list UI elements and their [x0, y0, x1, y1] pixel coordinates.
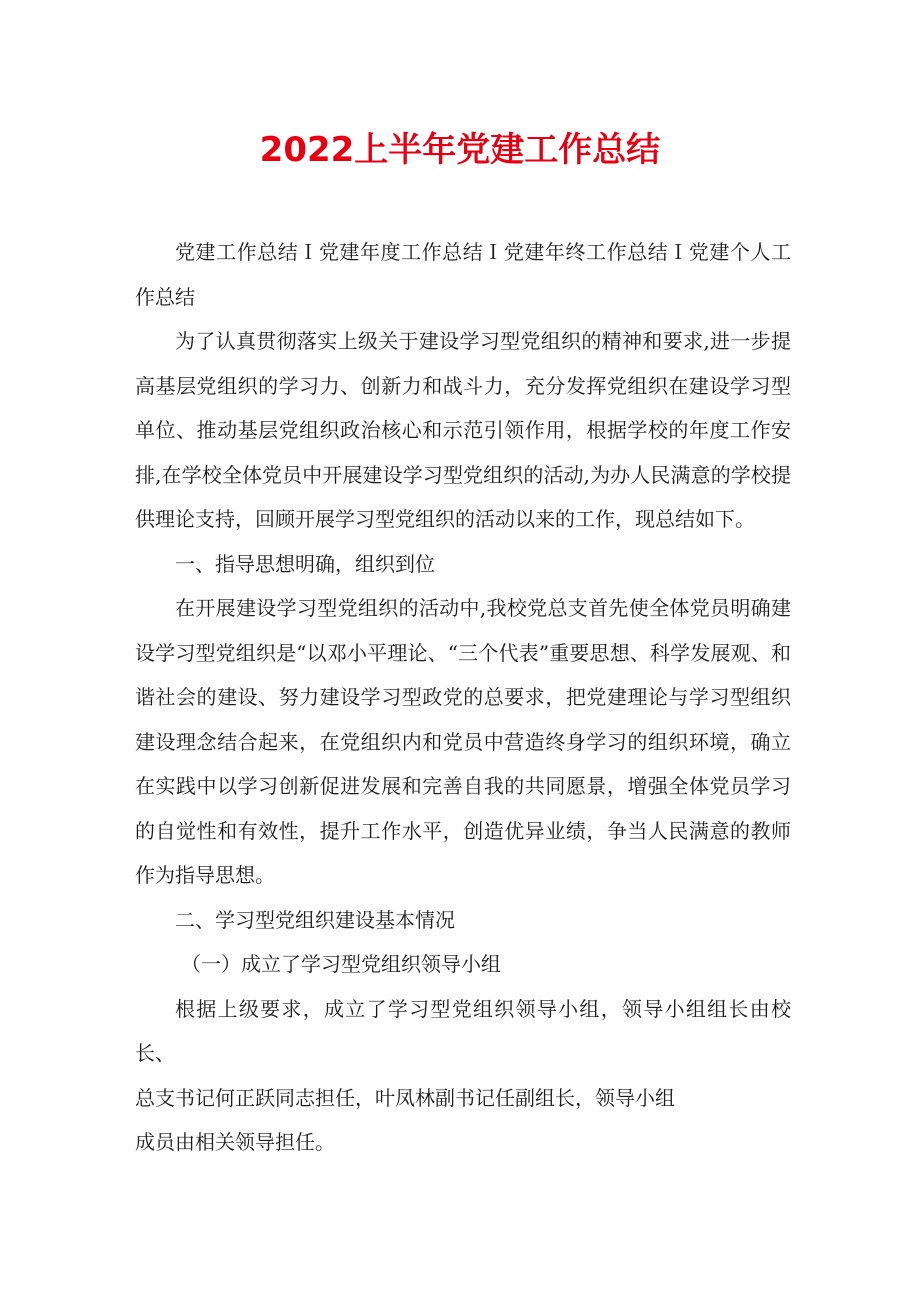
paragraph-line: 成员由相关领导担任。: [135, 1130, 335, 1154]
paragraph-line: 总支书记何正跃同志担任，叶凤林副书记任副组长，领导小组: [135, 1085, 675, 1110]
section-1-paragraph: 在开展建设学习型党组织的活动中,我校党总支首先使全体党员明确建设学习型党组织是“以邓小平理论、“三个代表”重要思想、科学发展观、和谐社会的建设、努力建设学习型政党的总要求，把党建理论与学习型组织建设理念结合起来，在党组织内和党员中营造终身学习的组织环境，确立在实践中以学习创新促进发展和完善自我的共同愿景，增强全体党员学习的自觉性和有效性，提升工作水平，创造优异业绩，争当人民满意的教师作为指导思想。: [135, 596, 791, 887]
section-heading-2: 二、学习型党组织建设基本情况: [175, 907, 455, 932]
paragraph-line: 根据上级要求，成立了学习型党组织领导小组，领导小组组长由校长、: [135, 996, 791, 1065]
subsection-1-paragraph: [135, 987, 791, 1165]
keywords-paragraph: 党建工作总结Ｉ党建年度工作总结Ｉ党建年终工作总结Ｉ党建个人工作总结: [135, 240, 791, 309]
document-body: [135, 230, 791, 1165]
document-title: 2022上半年党建工作总结: [259, 130, 661, 170]
intro-paragraph: 为了认真贯彻落实上级关于建设学习型党组织的精神和要求,进一步提高基层党组织的学习力、创新力和战斗力，充分发挥党组织在建设学习型单位、推动基层党组织政治核心和示范引领作用，根据学校的年度工作安排,在学校全体党员中开展建设学习型党组织的活动,为办人民满意的学校提供理论支持，回顾开展学习型党组织的活动以来的工作，现总结如下。: [135, 329, 791, 531]
section-heading-1: 一、指导思想明确，组织到位: [175, 551, 435, 576]
subsection-heading-1: （一）成立了学习型党组织领导小组: [181, 952, 501, 976]
